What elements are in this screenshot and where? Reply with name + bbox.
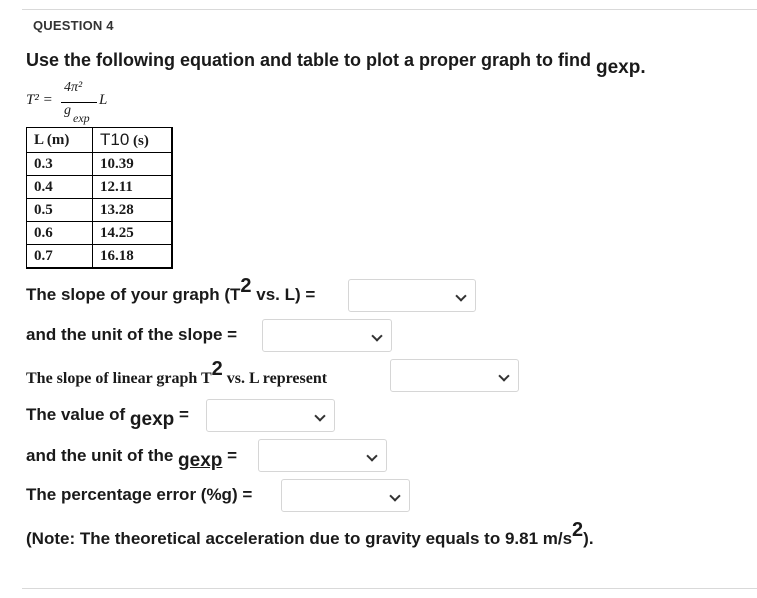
chevron-down-icon xyxy=(371,330,382,341)
percent-error-select[interactable] xyxy=(281,479,410,512)
cell-length: 0.6 xyxy=(27,222,93,245)
slope-unit-select[interactable] xyxy=(262,319,392,352)
cell-period: 13.28 xyxy=(93,199,173,222)
gexp-unit-label: and the unit of the gexp = xyxy=(26,446,238,471)
table-row xyxy=(27,222,173,245)
table-row xyxy=(27,176,173,199)
chevron-down-icon xyxy=(366,450,377,461)
gexp-value-label: The value of gexp = xyxy=(26,405,189,430)
cell-length: 0.7 xyxy=(27,245,93,269)
slope-unit-label: and the unit of the slope = xyxy=(26,325,238,344)
gexp-value-select[interactable] xyxy=(206,399,335,432)
gexp-unit-select[interactable] xyxy=(258,439,387,472)
equation-denominator-subscript: exp xyxy=(73,111,90,125)
equation-rhs: L xyxy=(99,92,108,108)
cell-length: 0.4 xyxy=(27,176,93,199)
question-header: QUESTION 4 xyxy=(33,18,114,33)
top-divider xyxy=(22,9,757,10)
header-period: T10 (s) xyxy=(93,128,173,153)
chevron-down-icon xyxy=(389,490,400,501)
slope-select[interactable] xyxy=(348,279,476,312)
equation xyxy=(26,80,146,125)
slope-label: The slope of your graph (T2 vs. L) = xyxy=(26,275,316,304)
equation-lhs: T² = xyxy=(26,92,53,108)
table-row xyxy=(27,199,173,222)
cell-period: 12.11 xyxy=(93,176,173,199)
equation-numerator: 4π² xyxy=(64,80,83,95)
table-row xyxy=(27,153,173,176)
prompt-symbol: gexp. xyxy=(596,57,646,78)
slope-represent-select[interactable] xyxy=(390,359,519,392)
percent-error-label: The percentage error (%g) = xyxy=(26,485,253,504)
question-prompt xyxy=(26,50,646,78)
slope-represent-label: The slope of linear graph T2 vs. L represent xyxy=(26,358,328,387)
data-table xyxy=(26,127,173,269)
table-header-row xyxy=(27,128,173,153)
chevron-down-icon xyxy=(314,410,325,421)
gravity-note: (Note: The theoretical acceleration due to gravity equals to 9.81 m/s2). xyxy=(26,519,594,548)
cell-period: 16.18 xyxy=(93,245,173,269)
cell-length: 0.3 xyxy=(27,153,93,176)
equation-denominator: g xyxy=(64,103,71,118)
cell-period: 10.39 xyxy=(93,153,173,176)
header-length: L (m) xyxy=(27,128,93,153)
cell-period: 14.25 xyxy=(93,222,173,245)
chevron-down-icon xyxy=(455,290,466,301)
bottom-divider xyxy=(22,588,757,589)
cell-length: 0.5 xyxy=(27,199,93,222)
table-row xyxy=(27,245,173,269)
chevron-down-icon xyxy=(498,370,509,381)
prompt-text: Use the following equation and table to plot a proper graph to find xyxy=(26,50,596,70)
